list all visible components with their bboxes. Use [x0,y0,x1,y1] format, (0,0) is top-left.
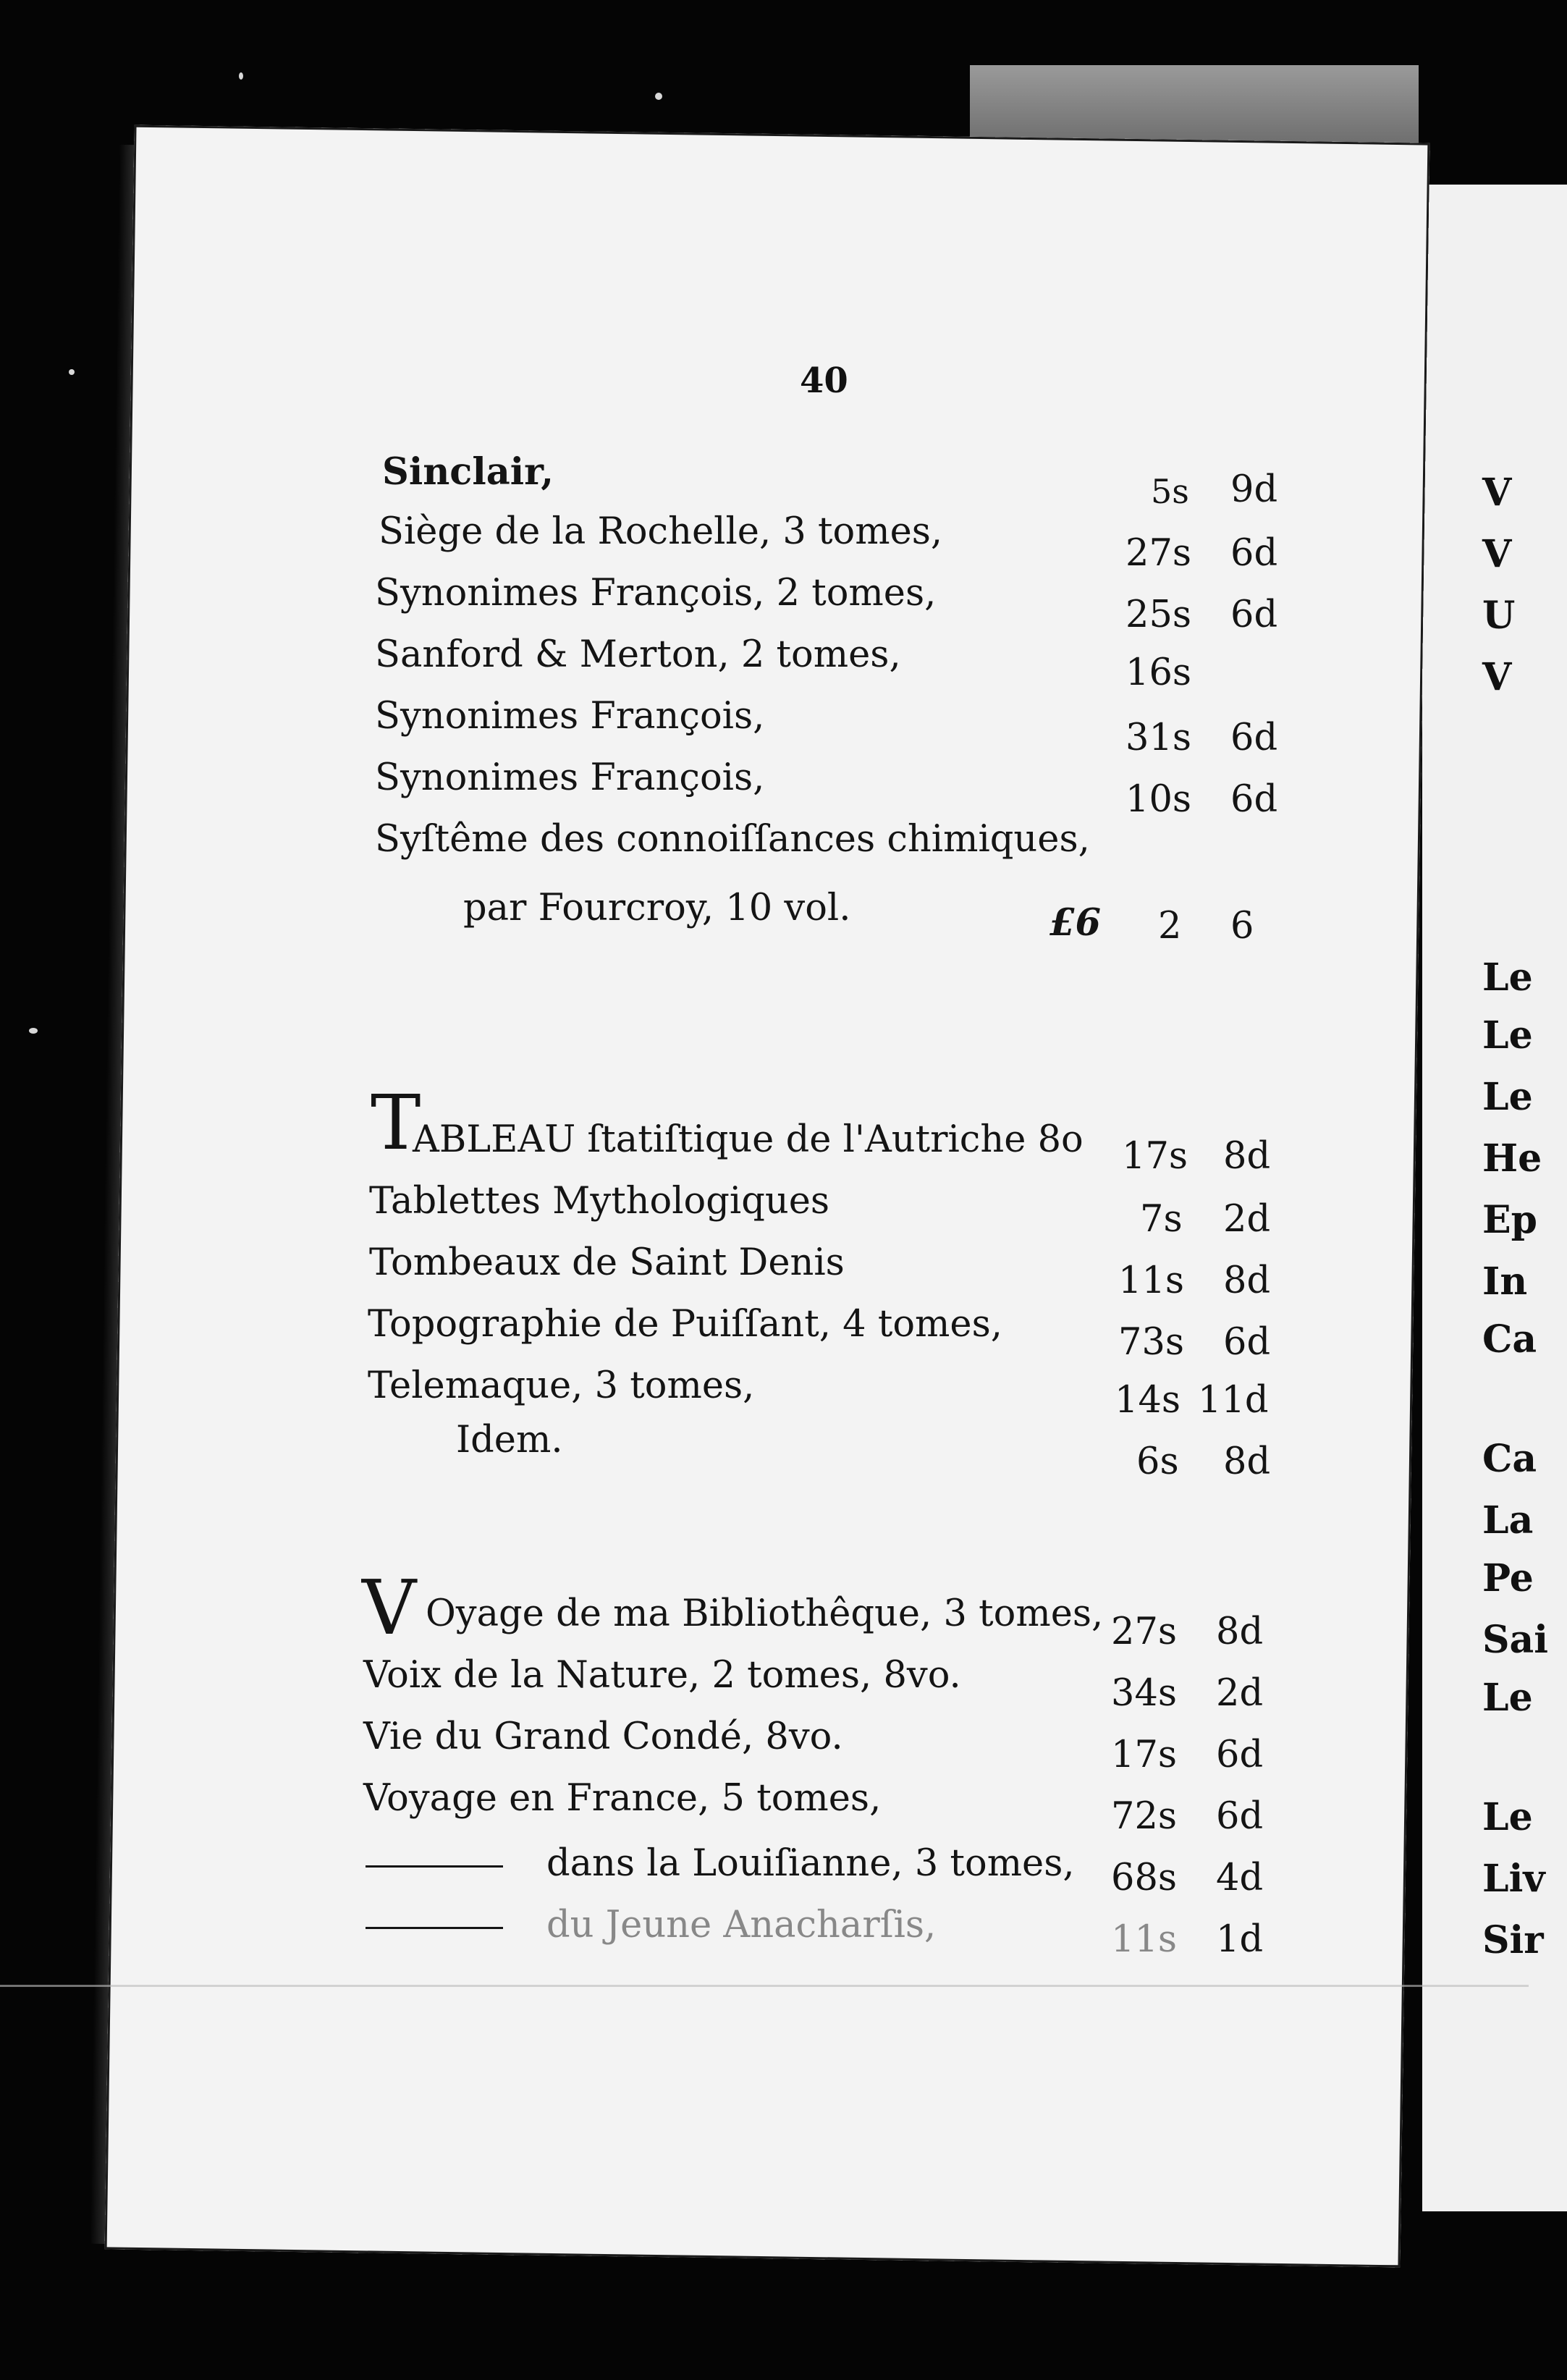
facing-fragment: Le [1482,1676,1533,1720]
entry-pence: 2d [1216,1672,1264,1715]
entry-pence: 6d [1223,1321,1271,1364]
facing-fragment: U [1482,594,1516,638]
entry-pence: 6d [1230,594,1278,636]
entry-title: Synonimes François, 2 tomes, [375,572,937,615]
facing-fragment: He [1482,1136,1542,1181]
entry-shillings: 31s [1125,717,1192,759]
entry-shillings: 73s [1118,1321,1185,1364]
entry-shillings: 17s [1111,1734,1178,1776]
entry-title: dans la Louiſianne, 3 tomes, [546,1842,1075,1885]
entry-title: Sinclair, [382,450,554,494]
dropcap: T [371,1079,421,1167]
entry-shillings: 11s [1118,1259,1185,1302]
entry-title: Sanford & Merton, 2 tomes, [375,633,901,676]
entry-shillings: 16s [1125,651,1192,694]
facing-fragment: In [1482,1259,1528,1304]
entry-pence: 6 [1230,905,1254,948]
entry-pence: 1d [1216,1918,1264,1961]
entry-pence: 11d [1198,1379,1269,1422]
entry-shillings: 11s [1111,1918,1178,1961]
entry-pence: 6d [1230,717,1278,759]
facing-fragment: V [1482,532,1512,576]
facing-fragment: Sai [1482,1618,1548,1662]
entry-pence: 8d [1223,1259,1271,1302]
film-speck [69,369,75,375]
ditto-dash [366,1865,503,1868]
entry-pence: 8d [1223,1440,1271,1483]
entry-title: Topographie de Puiſſant, 4 tomes, [368,1303,1002,1346]
scan-line [0,1985,1529,1987]
entry-shillings: 72s [1111,1795,1178,1838]
entry-pounds: £6 [1049,901,1101,945]
entry-title: Tombeaux de Saint Denis [369,1241,845,1284]
entry-shillings: 2 [1158,905,1182,948]
entry-title: Idem. [456,1419,563,1461]
facing-fragment: Ep [1482,1198,1537,1242]
entry-pence: 4d [1216,1857,1264,1899]
facing-fragment: Le [1482,1013,1533,1058]
film-speck [655,93,662,100]
ditto-row [366,1842,1075,1885]
facing-fragment: La [1482,1498,1534,1543]
film-top-strip [970,65,1419,145]
entry-pence: 9d [1230,468,1278,511]
entry-title: Voyage en France, 5 tomes, [363,1777,882,1820]
entry-shillings: 68s [1111,1857,1178,1899]
facing-fragment: Ca [1482,1317,1537,1362]
facing-fragment: Le [1482,955,1533,1000]
entry-pence: 8d [1223,1135,1271,1178]
entry-title: Voix de la Nature, 2 tomes, 8vo. [363,1654,961,1697]
entry-shillings: 17s [1122,1135,1188,1178]
facing-fragment: Liv [1482,1857,1545,1901]
facing-fragment: V [1482,655,1512,699]
entry-title: Synonimes François, [375,695,765,738]
entry-shillings: 27s [1125,532,1192,575]
page-number: 40 [800,360,848,401]
dropcap: V [362,1564,417,1652]
entry-shillings: 10s [1125,778,1192,821]
entry-shillings: 6s [1136,1440,1179,1483]
entry-title: Vie du Grand Condé, 8vo. [363,1716,843,1758]
film-speck [239,72,243,80]
entry-pence: 2d [1223,1198,1271,1241]
facing-fragment: Pe [1482,1556,1534,1600]
entry-pence: 6d [1230,532,1278,575]
facing-fragment: V [1482,470,1512,515]
ditto-row [366,1904,936,1946]
facing-fragment: Le [1482,1795,1533,1839]
film-speck [29,1028,38,1034]
facing-fragment: Le [1482,1075,1533,1119]
entry-pence: 6d [1230,778,1278,821]
entry-title: Telemaque, 3 tomes, [368,1364,755,1407]
entry-shillings: 14s [1115,1379,1181,1422]
entry-pence: 6d [1216,1734,1264,1776]
entry-shillings: 34s [1111,1672,1178,1715]
entry-title: du Jeune Anacharſis, [546,1904,937,1946]
entry-title: Tablettes Mythologiques [369,1180,830,1223]
entry-title: par Fourcroy, 10 vol. [463,887,851,929]
entry-shillings: 27s [1111,1611,1178,1653]
entry-title: ABLEAU ſtatiſtique de l'Autriche 8o [413,1118,1084,1161]
entry-shillings: 5s [1151,472,1189,511]
ditto-dash [366,1927,503,1929]
entry-title: Syſtême des connoiſſances chimiques, [375,818,1090,861]
entry-title: Siège de la Rochelle, 3 tomes, [379,510,943,553]
entry-title: Synonimes François, [375,756,765,799]
entry-shillings: 7s [1140,1198,1183,1241]
entry-title: Oyage de ma Bibliothêque, 3 tomes, [426,1592,1104,1635]
entry-pence: 6d [1216,1795,1264,1838]
entry-shillings: 25s [1125,594,1192,636]
facing-fragment: Ca [1482,1437,1537,1481]
entry-pence: 8d [1216,1611,1264,1653]
facing-fragment: Sir [1482,1918,1544,1962]
